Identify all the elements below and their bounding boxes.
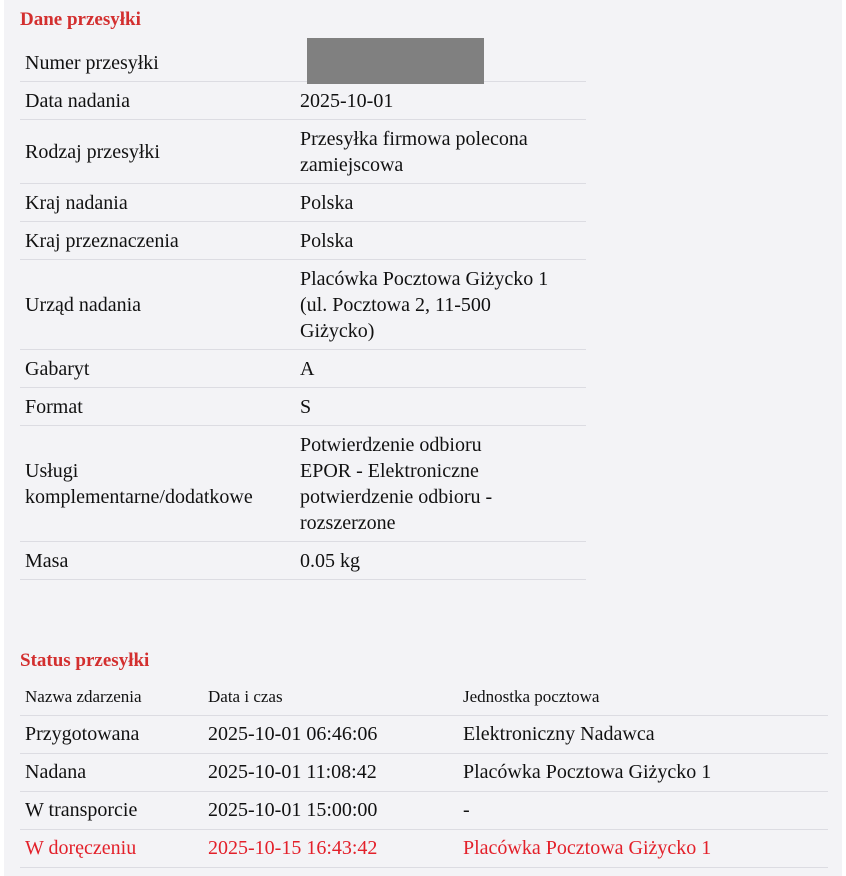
details-label: Urząd nadania [25,293,142,316]
table-row [20,716,828,754]
details-row-send-date [20,82,586,120]
details-label: Rodzaj przesyłki [25,140,160,163]
table-row [20,754,828,792]
details-row-format [20,388,586,426]
details-value: Przesyłka firmowa polecona zamiejscowa [300,127,528,176]
details-row-type [20,120,586,184]
table-row [20,792,828,830]
redacted-tracking-number [307,38,484,84]
details-row-mass [20,542,586,580]
details-row-origin-country [20,184,586,222]
details-label: Usługi komplementarne/dodatkowe [25,459,253,508]
details-row-number [20,44,586,82]
event-office: Elektroniczny Nadawca [463,723,655,745]
details-value: 2025-10-01 [300,89,394,112]
details-label: Kraj nadania [25,191,128,214]
details-label: Gabaryt [25,357,90,380]
event-office: Placówka Pocztowa Giżycko 1 [463,837,712,859]
details-label: Kraj przeznaczenia [25,229,179,252]
details-value: 0.05 kg [300,549,360,572]
column-header-office: Jednostka pocztowa [463,686,600,706]
details-label: Numer przesyłki [25,51,159,74]
details-value: A [300,357,315,380]
details-label: Data nadania [25,89,130,112]
details-value: Placówka Pocztowa Giżycko 1 (ul. Pocztowa 2, 11-500 Giżycko) [300,267,549,342]
details-row-size [20,350,586,388]
table-row-current-status [20,830,828,868]
event-datetime: 2025-10-01 06:46:06 [208,723,378,745]
details-table [20,44,586,580]
column-header-datetime: Data i czas [208,686,283,706]
shipment-panel [4,0,842,876]
details-label: Format [25,395,83,418]
details-value: Polska [300,229,354,252]
event-office: - [463,799,470,821]
status-table [20,678,828,868]
event-name: Przygotowana [25,723,140,745]
event-name: W transporcie [25,799,138,821]
status-section-title: Status przesyłki [20,650,150,671]
status-table-header [20,678,828,716]
details-row-post-office [20,260,586,350]
event-datetime: 2025-10-15 16:43:42 [208,837,378,859]
column-header-event: Nazwa zdarzenia [25,686,142,706]
details-section-title: Dane przesyłki [20,9,141,30]
event-name: Nadana [25,761,87,783]
details-row-services [20,426,586,542]
details-value: Polska [300,191,354,214]
details-value: S [300,395,312,418]
details-row-destination-country [20,222,586,260]
event-name: W doręczeniu [25,837,137,859]
event-office: Placówka Pocztowa Giżycko 1 [463,761,712,783]
event-datetime: 2025-10-01 15:00:00 [208,799,378,821]
details-value: Potwierdzenie odbioru EPOR - Elektroniczne potwierdzenie odbioru - rozszerzone [300,433,493,534]
details-label: Masa [25,549,69,572]
event-datetime: 2025-10-01 11:08:42 [208,761,377,783]
